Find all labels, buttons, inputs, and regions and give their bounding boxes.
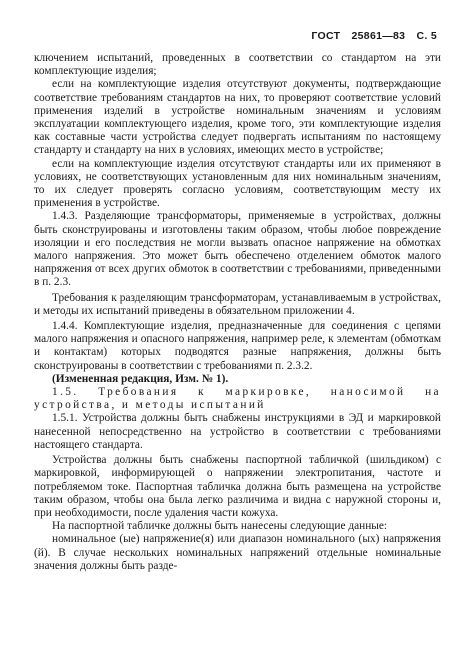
page-number: С. 5 (416, 30, 437, 42)
standard-number: 25861—83 (351, 30, 406, 42)
paragraph-separator-requirements: Требования к разделяющим трансформаторам, устанавливаемым в устройствах, и методы их испытаний приведены в обязательном приложении 4. (34, 291, 441, 317)
section-heading-1-5: 1.5. Требования к маркировке, наносимой на устройства, и методы испытаний (34, 386, 441, 412)
paragraph-3: если на комплектующие изделия отсутствуют стандарты или их применяют в условиях, не соответствующих установленным для них номинальным значениям, то их следует проверять согласно условиям, соответствующим месту их применения в устройстве. (34, 157, 441, 210)
paragraph-nameplate: Устройства должны быть снабжены паспортной табличкой (шильдиком) с маркировкой, информирующей о напряжении электропитания, частоте и потребляемом токе. Паспортная табличка должна быть размещена на устройстве таким образом, чтобы она была легко различима и видна с наружной стороны и, при необходимости, после удаления части кожуха. (34, 454, 441, 519)
paragraph-1: ключением испытаний, проведенных в соответствии со стандартом на эти комплектующие изделия; (34, 52, 441, 78)
standard-label: ГОСТ (311, 30, 341, 42)
paragraph-section-1-4-3: 1.4.3. Разделяющие трансформаторы, применяемые в устройствах, должны быть сконструированы и изготовлены таким образом, чтобы любое повреждение изоляции и его последствия не могли вызвать опасное напряжение на обмотках малого напряжения. Это может быть обеспечено отделением обмоток малого напряжения от всех других обмоток в соответствии с требованиями, приведенными в п. 2.3. (34, 210, 441, 289)
paragraph-section-1-5-1: 1.5.1. Устройства должны быть снабжены инструкциями в ЭД и маркировкой нанесенной непосредственно на устройство в соответствии с требованиями настоящего стандарта. (34, 412, 441, 451)
page-header (303, 30, 437, 42)
paragraph-nameplate-data: На паспортной табличке должны быть нанесены следующие данные: (52, 520, 388, 533)
amendment-note: (Измененная редакция, Изм. № 1). (52, 372, 229, 385)
paragraph-rated-voltage: номинальное (ые) напряжение(я) или диапазон номинального (ых) напряжения (й). В случае нескольких номинальных напряжений отдельные номинальные значения должны быть разде- (34, 533, 441, 572)
body-text (34, 52, 441, 573)
paragraph-2: если на комплектующие изделия отсутствуют документы, подтверждающие соответствие требованиям стандартов на них, то проверяют соответствие условий применения изделий в устройстве номинальным значениям и условиям эксплуатации комплектующего изделия, кроме того, эти комплектующие изделия как составные части устройства следует подвергать испытаниям по настоящему стандарту и стандарту на них в условиях, имеющих место в устройстве; (34, 78, 441, 157)
paragraph-section-1-4-4: 1.4.4. Комплектующие изделия, предназначенные для соединения с цепями малого напряжения и опасного напряжения, например реле, к элементам (обмоткам и контактам) которых подводятся разные напряжения, должны быть сконструированы в соответствии с требованиями п. 2.3.2. (34, 320, 441, 372)
